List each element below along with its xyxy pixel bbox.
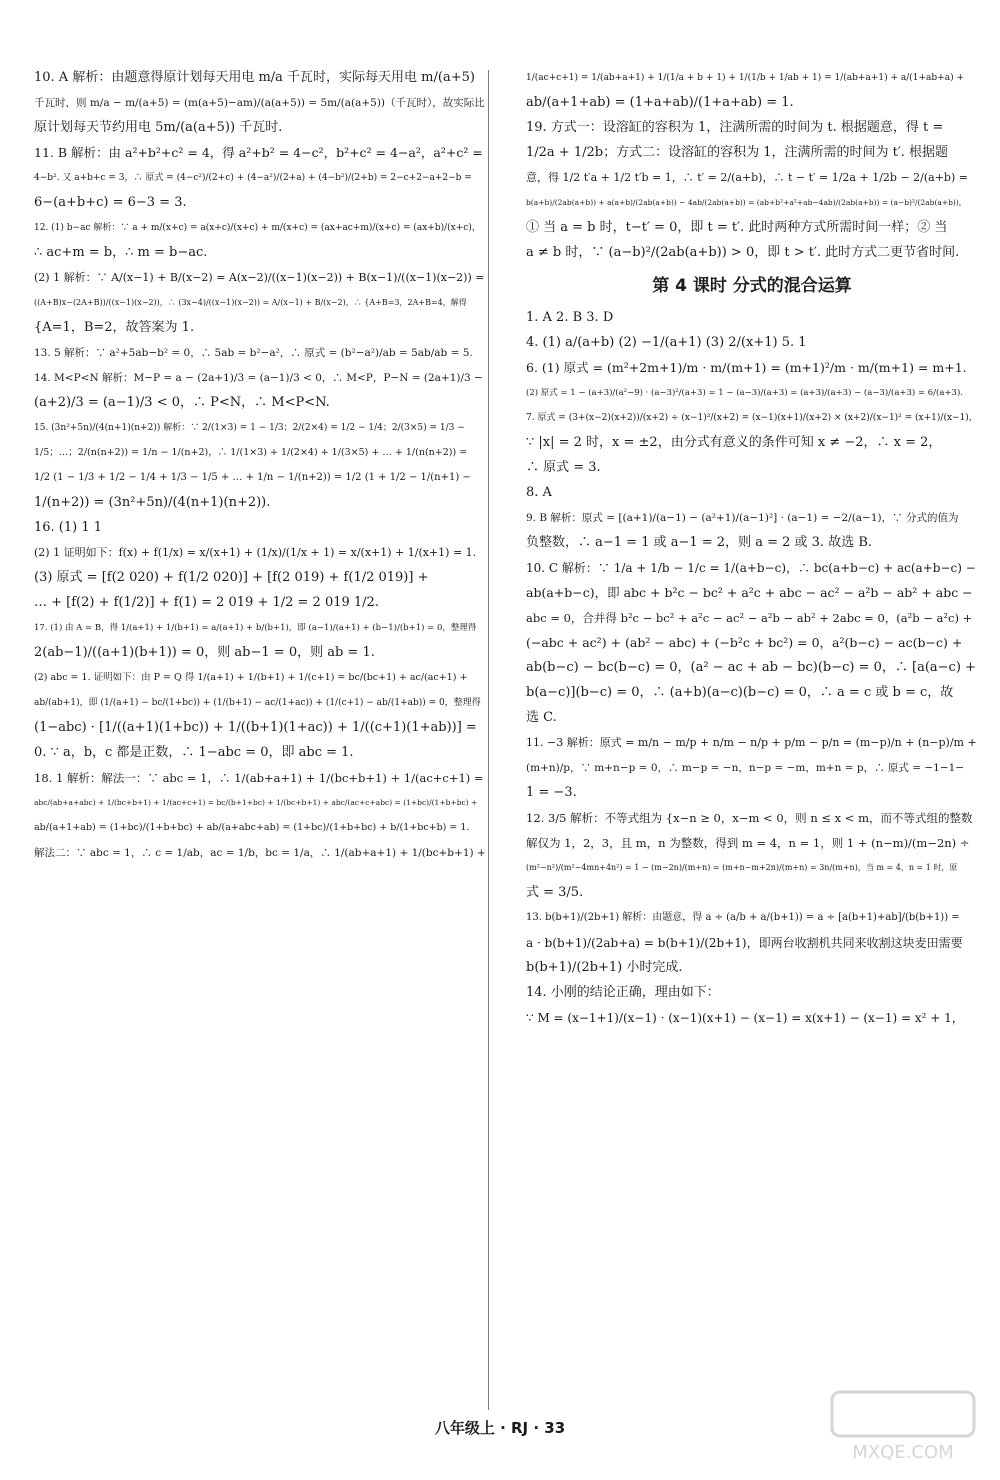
solution-line: (m+n)/p，∵ m+n−p = 0，∴ m−p = −n，n−p = −m，m+n = p，∴ 原式 = −1−1− <box>526 762 965 774</box>
solution-line: b(b+1)/(2b+1) 小时完成. <box>526 960 683 975</box>
solution-line: 负整数，∴ a−1 = 1 或 a−1 = 2，则 a = 2 或 3. 故选 B. <box>526 535 873 550</box>
watermark-text: MXQE.COM <box>852 1442 954 1463</box>
solution-line: (−abc + ac²) + (ab² − abc) + (−b²c + bc²) = 0，a²(b−c) − ac(b−c) + <box>526 635 963 650</box>
solution-line: b(a+b)/(2ab(a+b)) + a(a+b)/(2ab(a+b)) − 4ab/(2ab(a+b)) = (ab+b²+a²+ab−4ab)/(2ab(a+b)) = (a−b)²/(2ab(a+b))， <box>526 198 967 207</box>
solution-line: 4−b². 又 a+b+c = 3，∴ 原式 = (4−c²)/(2+c) + (4−a²)/(2+a) + (4−b²)/(2+b) = 2−c+2−a+2−b = <box>34 173 472 183</box>
left-column <box>34 70 486 870</box>
solution-line: (3) 原式 = [f(2 020) + f(1/2 020)] + [f(2 019) + f(1/2 019)] + <box>34 570 429 585</box>
right-column <box>526 70 978 1035</box>
solution-line: 1/2a + 1/2b；方式二：设溶缸的容积为 1，注满所需的时间为 t′. 根据题 <box>526 145 949 160</box>
solution-line: 解仅为 1，2，3，且 m，n 为整数，得到 m = 4，n = 1，则 1 + (n−m)/(m−2n) ÷ <box>526 836 970 850</box>
solution-line: (m²−n²)/(m²−4mn+4n²) = 1 − (m−2n)/(m+n) = (m+n−m+2n)/(m+n) = 3n/(m+n)，当 m = 4，n = 1 时，原 <box>526 863 958 872</box>
solution-line: 6−(a+b+c) = 6−3 = 3. <box>34 195 187 210</box>
section-title: 第 4 课时 分式的混合运算 <box>652 276 852 296</box>
solution-line: 原计划每天节约用电 5m/(a(a+5)) 千瓦时. <box>34 120 283 135</box>
solution-line: 17. (1) 由 A = B，得 1/(a+1) + 1/(b+1) = a/(a+1) + b/(b+1)，即 (a−1)/(a+1) + (b−1)/(b+1) = 0，整理得 <box>34 623 477 633</box>
solution-line: 1 = −3. <box>526 785 577 800</box>
solution-line: b(a−c)](b−c) = 0，∴ (a+b)(a−c)(b−c) = 0，∴ a = c 或 b = c，故 <box>526 685 954 700</box>
solution-line: 13. b(b+1)/(2b+1) 解析：由题意，得 a ÷ (a/b + a/(b+1)) = a ÷ [a(b+1)+ab]/(b(b+1)) = <box>526 912 960 923</box>
solution-line: 11. B 解析：由 a²+b²+c² = 4，得 a²+b² = 4−c²，b²+c² = 4−a²，a²+c² = <box>34 145 483 160</box>
solution-line: ∵ |x| = 2 时，x = ±2，由分式有意义的条件可知 x ≠ −2，∴ x = 2， <box>526 435 942 450</box>
solution-line: ab/(a+1+ab) = (1+a+ab)/(1+a+ab) = 1. <box>526 95 794 110</box>
solution-line: 4. (1) a/(a+b) (2) −1/(a+1) (3) 2/(x+1) 5. 1 <box>526 335 807 350</box>
solution-line: 意，得 1/2 t′a + 1/2 t′b = 1，∴ t′ = 2/(a+b)，∴ t − t′ = 1/2a + 1/2b − 2/(a+b) = <box>526 171 968 184</box>
solution-line: 11. −3 解析：原式 = m/n − m/p + n/m − n/p + p/m − p/n = (m−p)/n + (n−p)/m + <box>526 736 977 749</box>
solution-line: 8. A <box>526 485 552 500</box>
solution-line: 1/(ac+c+1) = 1/(ab+a+1) + 1/(1/a + b + 1) + 1/(1/b + 1/ab + 1) = 1/(ab+a+1) + a/(1+ab+a) + <box>526 73 964 83</box>
solution-line: abc = 0，合并得 b²c − bc² + a²c − ac² − a²b − ab² + 2abc = 0，(a²b − a²c) + <box>526 611 973 625</box>
solution-line: 12. (1) b−ac 解析：∵ a + m/(x+c) = a(x+c)/(x+c) + m/(x+c) = (ax+ac+m)/(x+c) = (ax+b)/(x+c)， <box>34 223 481 233</box>
solution-line: 18. 1 解析：解法一：∵ abc = 1，∴ 1/(ab+a+1) + 1/(bc+b+1) + 1/(ac+c+1) = <box>34 771 484 785</box>
solution-line: ∵ M = (x−1+1)/(x−1) · (x−1)(x+1) − (x−1) = x(x+1) − (x−1) = x² + 1， <box>526 1011 964 1025</box>
watermark-logo-icon <box>828 1388 978 1468</box>
solution-line: (2) 原式 = 1 − (a+3)/(a²−9) · (a−3)²/(a+3) = 1 − (a−3)/(a+3) = (a+3)/(a+3) − (a−3)/(a+3) = 6/(a+3). <box>526 388 963 398</box>
solution-line: 1/2 (1 − 1/3 + 1/2 − 1/4 + 1/3 − 1/5 + … + 1/n − 1/(n+2)) = 1/2 (1 + 1/2 − 1/(n+1) − <box>34 472 471 483</box>
solution-line: 9. B 解析：原式 = [(a+1)/(a−1) − (a²+1)/(a−1)²] · (a−1) = −2/(a−1)，∵ 分式的值为 <box>526 512 959 524</box>
solution-line: 式 = 3/5. <box>526 885 584 900</box>
column-divider <box>488 70 489 1410</box>
solution-line: 选 C. <box>526 710 557 725</box>
solution-line: abc/(ab+a+abc) + 1/(bc+b+1) + 1/(ac+c+1) = bc/(b+1+bc) + 1/(bc+b+1) + abc/(ac+c+abc) = (1+bc)/(1+b+bc) + <box>34 798 478 807</box>
solution-line: 1. A 2. B 3. D <box>526 310 614 325</box>
solution-line: ① 当 a = b 时，t−t′ = 0，即 t = t′. 此时两种方式所需时间一样；② 当 <box>526 220 948 235</box>
solution-line: a ≠ b 时，∵ (a−b)²/(2ab(a+b)) > 0，即 t > t′. 此时方式二更节省时间. <box>526 245 960 260</box>
solution-line: 解法二：∵ abc = 1，∴ c = 1/ab，ac = 1/b，bc = 1/a，∴ 1/(ab+a+1) + 1/(bc+b+1) + <box>34 847 486 859</box>
solution-line: (2) 1 证明如下：f(x) + f(1/x) = x/(x+1) + (1/x)/(1/x + 1) = x/(x+1) + 1/(x+1) = 1. <box>34 546 477 559</box>
solution-line: 2(ab−1)/((a+1)(b+1)) = 0，则 ab−1 = 0，则 ab = 1. <box>34 645 375 660</box>
solution-line: 14. M<P<N 解析：M−P = a − (2a+1)/3 = (a−1)/3 < 0，∴ M<P，P−N = (2a+1)/3 − <box>34 372 483 384</box>
solution-line: 1/(n+2)) = (3n²+5n)/(4(n+1)(n+2)). <box>34 495 271 510</box>
solution-line: 12. 3/5 解析：不等式组为 {x−n ≥ 0，x−m < 0，则 n ≤ x < m，而不等式组的整数 <box>526 811 973 825</box>
solution-line: 10. A 解析：由题意得原计划每天用电 m/a 千瓦时，实际每天用电 m/(a+5) <box>34 70 475 85</box>
solution-line: (2) 1 解析：∵ A/(x−1) + B/(x−2) = A(x−2)/((x−1)(x−2)) + B(x−1)/((x−1)(x−2)) = <box>34 271 485 284</box>
solution-line: 13. 5 解析：∵ a²+5ab−b² = 0，∴ 5ab = b²−a²，∴ 原式 = (b²−a²)/ab = 5ab/ab = 5. <box>34 347 473 359</box>
solution-line: 14. 小刚的结论正确，理由如下： <box>526 985 720 1000</box>
solution-line: a · b(b+1)/(2ab+a) = b(b+1)/(2b+1)，即两台收割机共同来收割这块麦田需要 <box>526 936 963 950</box>
solution-line: (1−abc) · [1/((a+1)(1+bc)) + 1/((b+1)(1+ac)) + 1/((c+1)(1+ab))] = <box>34 720 477 735</box>
solution-line: ab/(a+1+ab) = (1+bc)/(1+b+bc) + ab/(a+abc+ab) = (1+bc)/(1+b+bc) + b/(1+bc+b) = 1. <box>34 822 470 833</box>
solution-line: (2) abc = 1. 证明如下：由 P = Q 得 1/(a+1) + 1/(b+1) + 1/(c+1) = bc/(bc+1) + ac/(ac+1) + <box>34 672 468 683</box>
solution-line: ∴ 原式 = 3. <box>526 460 601 475</box>
solution-line: 千瓦时，则 m/a − m/(a+5) = (m(a+5)−am)/(a(a+5)) = 5m/(a(a+5))（千瓦时），故实际比 <box>34 97 485 109</box>
solution-line: 19. 方式一：设溶缸的容积为 1，注满所需的时间为 t. 根据题意，得 t = <box>526 120 944 135</box>
solution-line: 10. C 解析：∵ 1/a + 1/b − 1/c = 1/(a+b−c)，∴ bc(a+b−c) + ac(a+b−c) − <box>526 561 976 575</box>
solution-line: ((A+B)x−(2A+B))/((x−1)(x−2))，∴ (3x−4)/((x−1)(x−2)) = A/(x−1) + B/(x−2)，∴ {A+B=3，2A+B=4，解得 <box>34 298 467 307</box>
solution-line: ∴ ac+m = b，∴ m = b−ac. <box>34 245 208 260</box>
solution-line: 7. 原式 = (3+(x−2)(x+2))/(x+2) ÷ (x−1)²/(x+2) = (x−1)(x+1)/(x+2) × (x+2)/(x−1)² = (x+1)/(x−1)， <box>526 413 978 423</box>
solution-line: 6. (1) 原式 = (m²+2m+1)/m · m/(m+1) = (m+1)²/m · m/(m+1) = m+1. <box>526 360 967 375</box>
solution-line: ab(b−c) − bc(b−c) = 0，(a² − ac + ab − bc)(b−c) = 0，∴ [a(a−c) + <box>526 660 976 675</box>
solution-line: {A=1，B=2，故答案为 1. <box>34 320 195 335</box>
solution-line: 1/5；…；2/(n(n+2)) = 1/n − 1/(n+2)，∴ 1/(1×3) + 1/(2×4) + 1/(3×5) + … + 1/(n(n+2)) = <box>34 447 468 458</box>
solution-line: ab(a+b−c)，即 abc + b²c − bc² + a²c + abc − ac² − a²b − ab² + abc − <box>526 585 973 600</box>
solution-line: 0. ∵ a，b，c 都是正数，∴ 1−abc = 0，即 abc = 1. <box>34 745 354 760</box>
solution-line: ab/(ab+1)，即 (1/(a+1) − bc/(1+bc)) + (1/(b+1) − ac/(1+ac)) + (1/(c+1) − ab/(1+ab)) = 0，整理得 <box>34 698 481 708</box>
solution-line: 15. (3n²+5n)/(4(n+1)(n+2)) 解析：∵ 2/(1×3) = 1 − 1/3；2/(2×4) = 1/2 − 1/4；2/(3×5) = 1/3 − <box>34 423 465 433</box>
solution-line: 16. (1) 1 1 <box>34 520 103 535</box>
page-footer: 八年级上 · RJ · 33 <box>434 1419 566 1437</box>
solution-line: (a+2)/3 = (a−1)/3 < 0，∴ P<N，∴ M<P<N. <box>34 395 330 410</box>
solution-line: … + [f(2) + f(1/2)] + f(1) = 2 019 + 1/2 = 2 019 1/2. <box>34 595 379 610</box>
